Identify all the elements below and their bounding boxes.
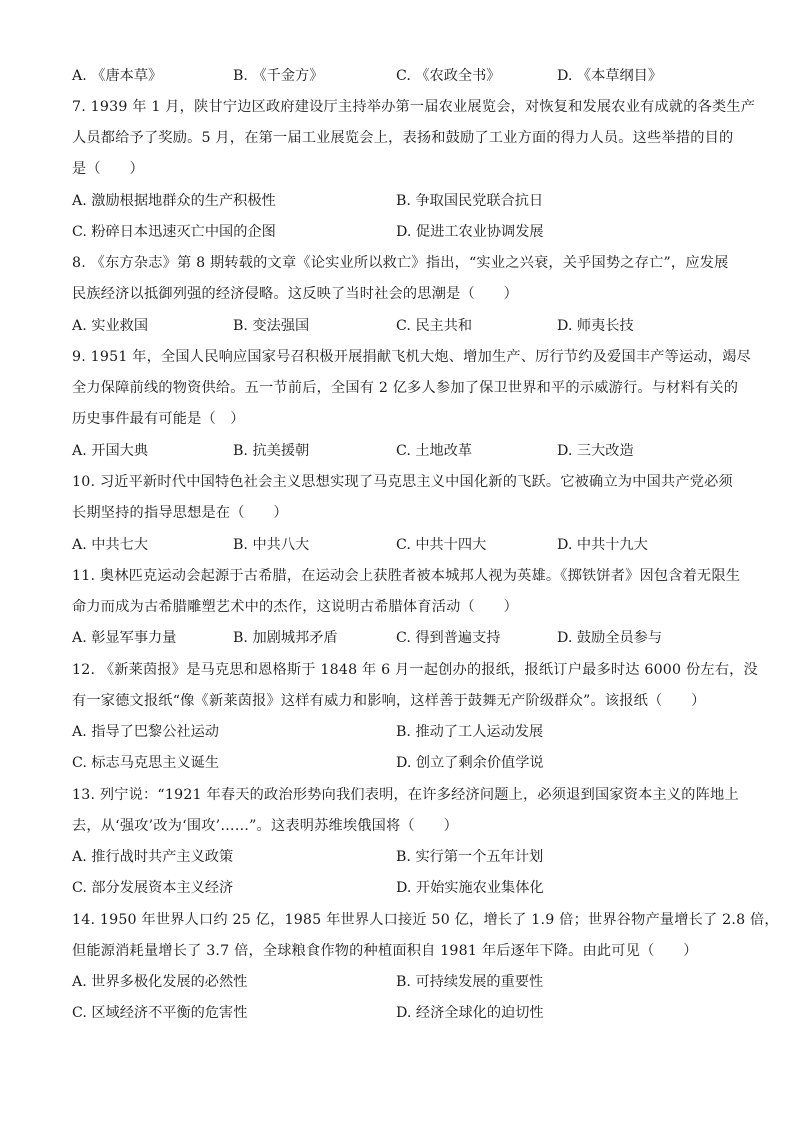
option-c: C. 中共十四大 xyxy=(396,537,487,553)
option-b: B. 加剧城邦矛盾 xyxy=(233,630,338,646)
question-14-stem-line-2: 但能源消耗量增长了 3.7 倍，全球粮食作物的种植面积自 1981 年后逐年下降。由此可见（ ） xyxy=(72,943,698,959)
question-11-stem-line-2: 命力而成为古希腊雕塑艺术中的杰作，这说明古希腊体育活动（ ） xyxy=(72,599,519,615)
option-b: B. 实行第一个五年计划 xyxy=(396,849,544,865)
option-b: B. 抗美援朝 xyxy=(233,443,310,459)
option-a: A. 实业救国 xyxy=(72,318,149,334)
option-c: C. 区域经济不平衡的危害性 xyxy=(72,1005,248,1021)
option-b: B. 中共八大 xyxy=(233,537,310,553)
option-d: D. 师夷长技 xyxy=(557,318,634,334)
question-7-stem-line-2: 人员都给予了奖励。5 月，在第一届工业展览会上，表扬和鼓励了工业方面的得力人员。这些举措的目的 xyxy=(72,130,734,146)
option-a: A. 彰显军事力量 xyxy=(72,630,177,646)
option-c: C. 粉碎日本迅速灭亡中国的企图 xyxy=(72,224,276,240)
option-a: A. 《唐本草》 xyxy=(72,68,163,84)
option-c: C. 标志马克思主义诞生 xyxy=(72,755,220,771)
option-d: D. 创立了剩余价值学说 xyxy=(396,755,544,771)
question-13-stem-line-2: 去，从‘强攻’改为‘围攻’……”。这表明苏维埃俄国将（ ） xyxy=(72,818,458,834)
question-11-stem-line-1: 11. 奥林匹克运动会起源于古希腊，在运动会上获胜者被本城邦人视为英雄。《掷铁饼者》因包含着无限生 xyxy=(72,568,741,584)
option-a: A. 开国大典 xyxy=(72,443,149,459)
question-14-stem-line-1: 14. 1950 年世界人口约 25 亿，1985 年世界人口接近 50 亿，增长了 1.9 倍；世界谷物产量增长了 2.8 倍， xyxy=(72,912,779,928)
question-7-stem-line-3: 是（ ） xyxy=(72,161,144,177)
option-b: B. 推动了工人运动发展 xyxy=(396,724,544,740)
option-a: A. 世界多极化发展的必然性 xyxy=(72,974,248,990)
question-12-stem-line-1: 12. 《新莱茵报》是马克思和恩格斯于 1848 年 6 月一起创办的报纸，报纸订户最多时达 6000 份左右，没 xyxy=(72,662,758,678)
option-d: D. 经济全球化的迫切性 xyxy=(396,1005,544,1021)
option-d: D. 促进工农业协调发展 xyxy=(396,224,544,240)
option-a: A. 中共七大 xyxy=(72,537,149,553)
question-10-stem-line-1: 10. 习近平新时代中国特色社会主义思想实现了马克思主义中国化新的飞跃。它被确立为中国共产党必须 xyxy=(72,474,733,490)
question-9-stem-line-3: 历史事件最有可能是（ ） xyxy=(72,411,245,427)
question-7-stem-line-1: 7. 1939 年 1 月，陕甘宁边区政府建设厅主持举办第一届农业展览会，对恢复和发展农业有成就的各类生产 xyxy=(72,99,756,115)
option-d: D. 鼓励全员参与 xyxy=(557,630,663,646)
question-13-stem-line-1: 13. 列宁说：“1921 年春天的政治形势向我们表明，在许多经济问题上，必须退到国家资本主义的阵地上 xyxy=(72,787,739,803)
option-d: D. 开始实施农业集体化 xyxy=(396,880,544,896)
question-9-stem-line-2: 全力保障前线的物资供给。五一节前后，全国有 2 亿多人参加了保卫世界和平的示威游行。与材料有关的 xyxy=(72,380,739,396)
option-a: A. 推行战时共产主义政策 xyxy=(72,849,234,865)
option-a: A. 指导了巴黎公社运动 xyxy=(72,724,219,740)
question-8-stem-line-1: 8. 《东方杂志》第 8 期转载的文章《论实业所以救亡》指出，“实业之兴衰，关乎国势之存亡”，应发展 xyxy=(72,255,729,271)
option-b: B. 《千金方》 xyxy=(233,68,324,84)
question-9-stem-line-1: 9. 1951 年，全国人民响应国家号召积极开展捐献飞机大炮、增加生产、厉行节约及爱国丰产等运动，竭尽 xyxy=(72,349,751,365)
option-c: C. 部分发展资本主义经济 xyxy=(72,880,234,896)
question-12-stem-line-2: 有一家德文报纸“像《新莱茵报》这样有威力和影响，这样善于鼓舞无产阶级群众”。该报纸（ ） xyxy=(72,693,706,709)
option-b: B. 争取国民党联合抗日 xyxy=(396,193,544,209)
question-8-stem-line-2: 民族经济以抵御列强的经济侵略。这反映了当时社会的思潮是（ ） xyxy=(72,286,519,302)
option-b: B. 变法强国 xyxy=(233,318,310,334)
option-c: C. 民主共和 xyxy=(396,318,473,334)
option-b: B. 可持续发展的重要性 xyxy=(396,974,544,990)
option-c: C. 《农政全书》 xyxy=(396,68,501,84)
option-a: A. 激励根据地群众的生产积极性 xyxy=(72,193,276,209)
option-d: D. 《本草纲目》 xyxy=(557,68,663,84)
option-d: D. 中共十九大 xyxy=(557,537,648,553)
option-d: D. 三大改造 xyxy=(557,443,634,459)
option-c: C. 土地改革 xyxy=(396,443,473,459)
question-10-stem-line-2: 长期坚持的指导思想是在（ ） xyxy=(72,505,288,521)
option-c: C. 得到普遍支持 xyxy=(396,630,501,646)
